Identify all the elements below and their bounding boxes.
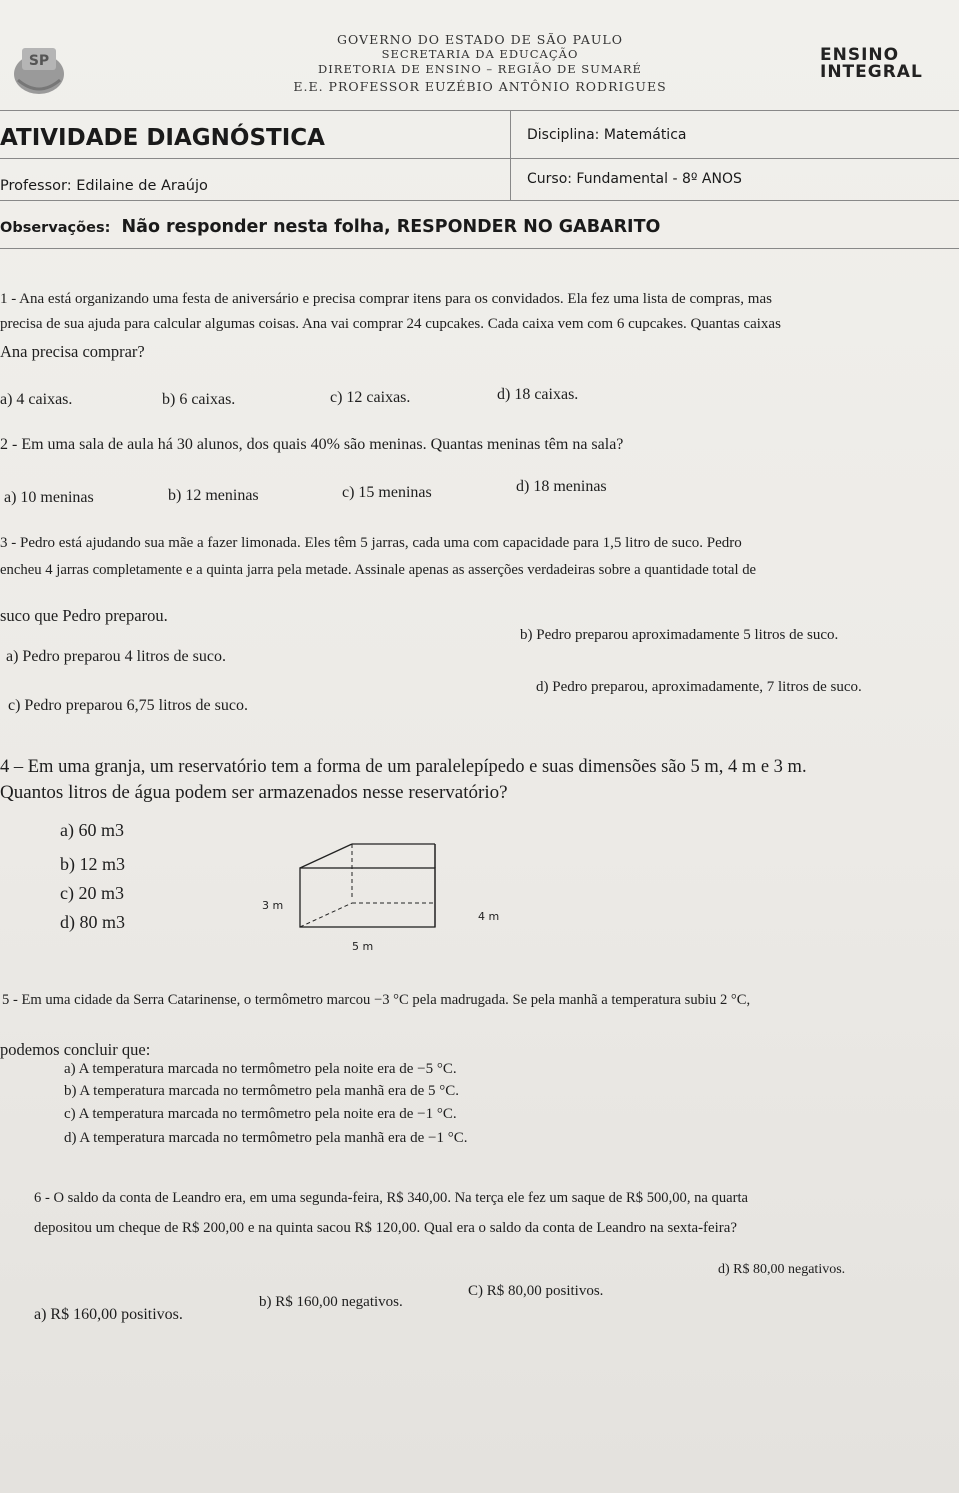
dimension-height-label: 3 m: [262, 899, 284, 912]
q6-option-d: d) R$ 80,00 negativos.: [718, 1262, 846, 1277]
q3-text-line3: suco que Pedro preparou.: [0, 606, 168, 625]
q4-option-c: c) 20 m3: [60, 883, 124, 903]
header-school: E.E. PROFESSOR EUZÉBIO ANTÔNIO RODRIGUES: [293, 79, 667, 94]
header-government: GOVERNO DO ESTADO DE SÃO PAULO: [337, 32, 623, 47]
q5-text-line1: 5 - Em uma cidade da Serra Catarinense, o termômetro marcou −3 °C pela madrugada. Se pela manhã a temperatura subiu 2 °C,: [2, 992, 751, 1008]
dimension-depth-label: 4 m: [478, 910, 500, 923]
observations-text: Não responder nesta folha, RESPONDER NO GABARITO: [121, 217, 661, 237]
q3-option-a: a) Pedro preparou 4 litros de suco.: [6, 648, 226, 665]
q4-option-d: d) 80 m3: [60, 912, 125, 932]
q4-text-line2: Quantos litros de água podem ser armazenados nesse reservatório?: [0, 782, 508, 803]
q2-option-c: c) 15 meninas: [342, 484, 432, 501]
q6-option-c: C) R$ 80,00 positivos.: [468, 1283, 604, 1299]
q5-option-b: b) A temperatura marcada no termômetro pela manhã era de 5 °C.: [64, 1083, 460, 1099]
state-seal-logo: [10, 40, 68, 98]
q5-option-d: d) A temperatura marcada no termômetro pela manhã era de −1 °C.: [64, 1130, 468, 1146]
brand-ensino: ENSINO: [820, 45, 900, 65]
form-teacher: Professor: Edilaine de Araújo: [0, 178, 208, 194]
q4-option-a: a) 60 m3: [60, 820, 124, 840]
q2-option-a: a) 10 meninas: [4, 489, 94, 506]
logo-text: SP: [28, 53, 50, 69]
q4-option-b: b) 12 m3: [60, 854, 125, 874]
q1-option-b: b) 6 caixas.: [162, 391, 236, 408]
q4-text-line1: 4 – Em uma granja, um reservatório tem a forma de um paralelepípedo e suas dimensões são 5 m, 4 m e 3 m.: [0, 757, 807, 777]
q6-text-line2: depositou um cheque de R$ 200,00 e na quinta sacou R$ 120,00. Qual era o saldo da conta de Leandro na sexta-feira?: [34, 1220, 737, 1236]
q2-text-line1: 2 - Em uma sala de aula há 30 alunos, dos quais 40% são meninas. Quantas meninas têm na sala?: [0, 436, 624, 453]
q1-text-line2: precisa de sua ajuda para calcular algumas coisas. Ana vai comprar 24 cupcakes. Cada caixa vem com 6 cupcakes. Quantas caixas: [0, 316, 781, 332]
q1-option-d: d) 18 caixas.: [497, 386, 579, 403]
table-row-border: [0, 158, 959, 159]
header-secretariat: SECRETARIA DA EDUCAÇÃO: [381, 47, 579, 61]
q6-option-b: b) R$ 160,00 negativos.: [259, 1294, 403, 1310]
form-discipline: Disciplina: Matemática: [527, 127, 687, 143]
form-observations: [0, 217, 660, 237]
form-course: Curso: Fundamental - 8º ANOS: [527, 171, 742, 187]
q1-option-c: c) 12 caixas.: [330, 389, 411, 406]
q5-text-line2: podemos concluir que:: [0, 1040, 151, 1059]
q5-option-c: c) A temperatura marcada no termômetro pela noite era de −1 °C.: [64, 1106, 457, 1122]
table-top-border: [0, 110, 959, 111]
q6-option-a: a) R$ 160,00 positivos.: [34, 1306, 183, 1323]
header-directorate: DIRETORIA DE ENSINO – REGIÃO DE SUMARÉ: [318, 62, 642, 76]
q1-option-a: a) 4 caixas.: [0, 391, 73, 408]
form-title: ATIVIDADE DIAGNÓSTICA: [0, 125, 325, 151]
q3-option-c: c) Pedro preparou 6,75 litros de suco.: [8, 697, 248, 714]
table-column-border: [510, 110, 511, 200]
table-row-border: [0, 200, 959, 201]
q1-text-line3: Ana precisa comprar?: [0, 342, 145, 361]
parallelepiped-figure: [255, 838, 505, 958]
q2-option-d: d) 18 meninas: [516, 478, 607, 495]
q3-text-line2: encheu 4 jarras completamente e a quinta jarra pela metade. Assinale apenas as asserções verdadeiras sobre a quantidade total de: [0, 562, 757, 578]
observations-label: Observações:: [0, 220, 111, 236]
q6-text-line1: 6 - O saldo da conta de Leandro era, em uma segunda-feira, R$ 340,00. Na terça ele fez um saque de R$ 500,00, na quarta: [34, 1190, 749, 1206]
q5-option-a: a) A temperatura marcada no termômetro pela noite era de −5 °C.: [64, 1061, 457, 1077]
q3-text-line1: 3 - Pedro está ajudando sua mãe a fazer limonada. Eles têm 5 jarras, cada uma com capacidade para 1,5 litro de suco. Pedro: [0, 535, 742, 551]
dimension-length-label: 5 m: [352, 940, 374, 953]
brand-integral: INTEGRAL: [820, 62, 923, 82]
table-bottom-border: [0, 248, 959, 249]
q3-option-d: d) Pedro preparou, aproximadamente, 7 litros de suco.: [536, 679, 862, 695]
q1-text-line1: 1 - Ana está organizando uma festa de aniversário e precisa comprar itens para os convidados. Ela fez uma lista de compras, mas: [0, 291, 772, 307]
q3-option-b: b) Pedro preparou aproximadamente 5 litros de suco.: [520, 627, 839, 643]
q2-option-b: b) 12 meninas: [168, 487, 259, 504]
